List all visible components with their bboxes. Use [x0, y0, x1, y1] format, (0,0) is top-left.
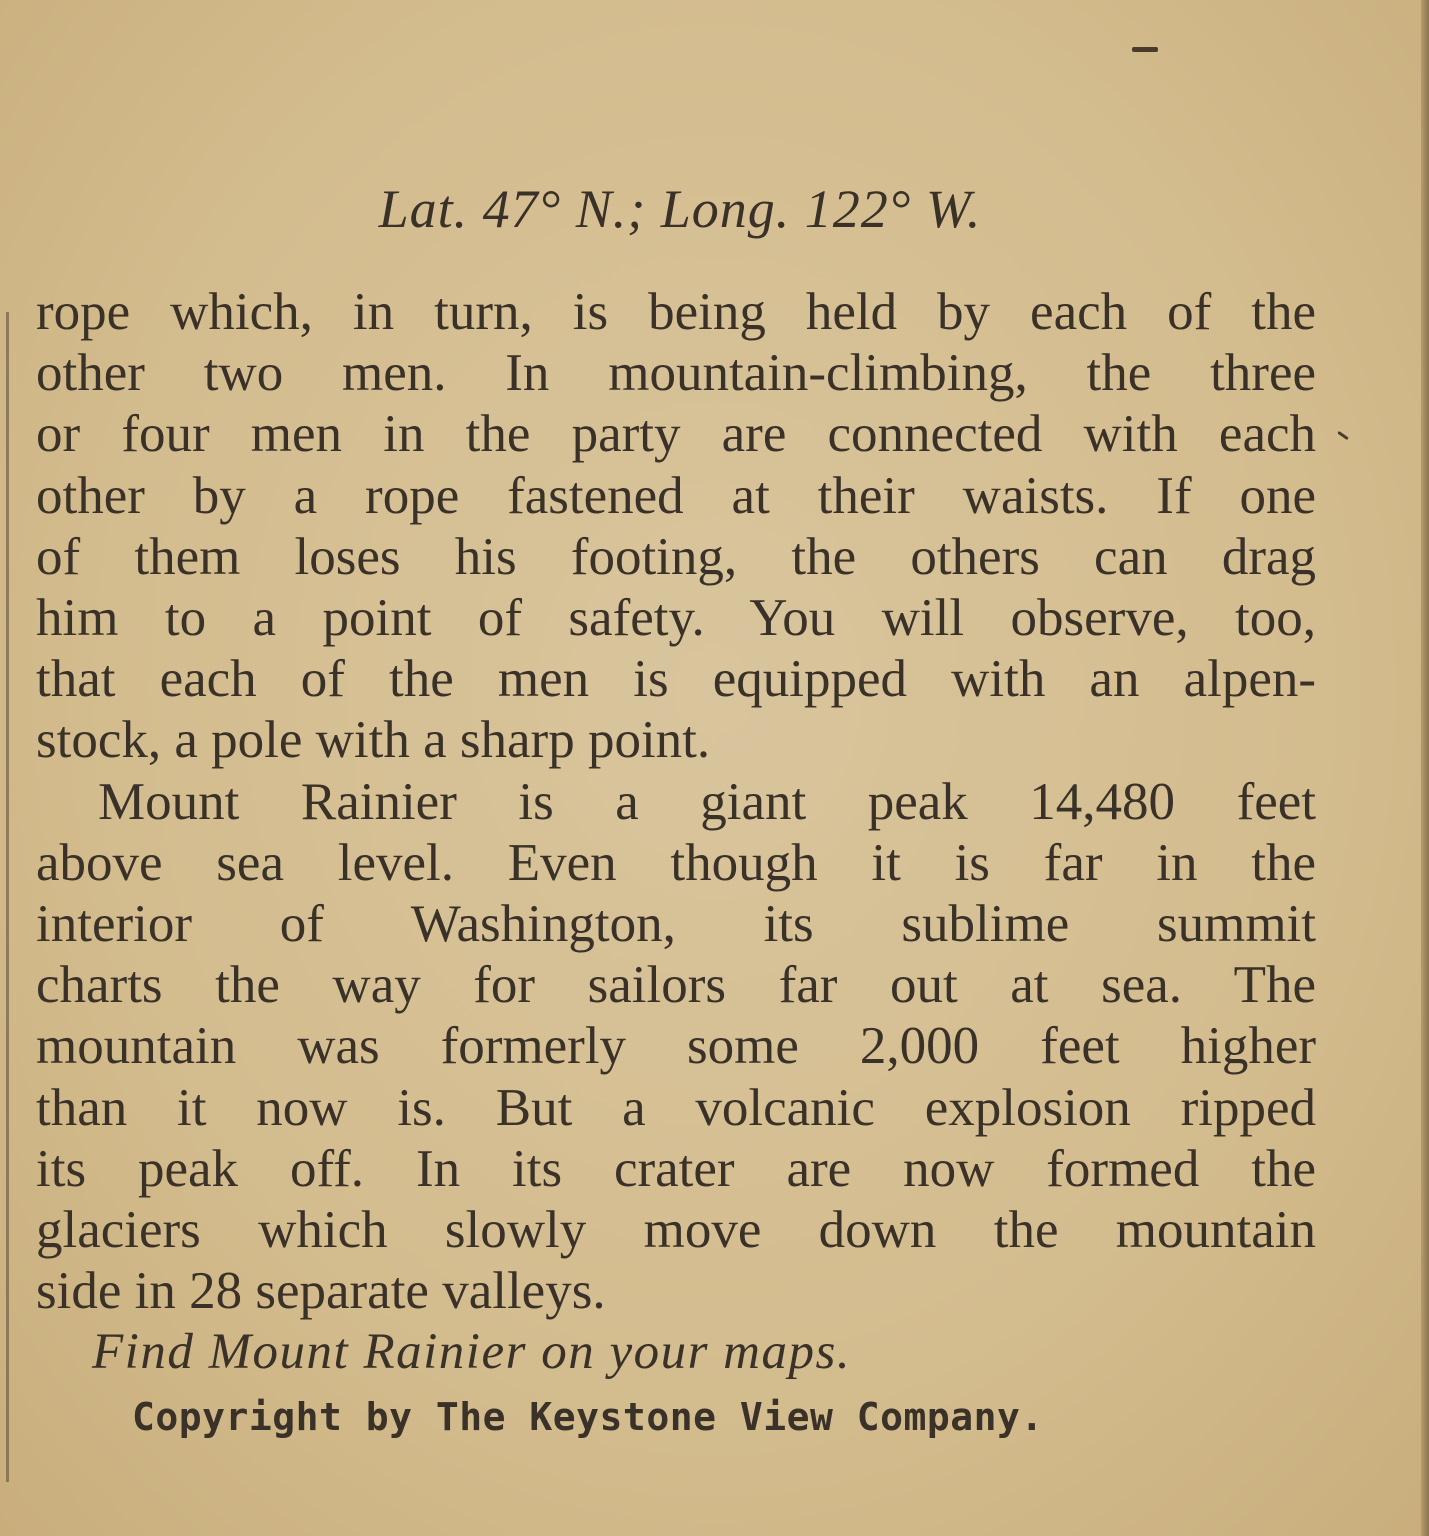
text-line: above sea level. Even though it is far in the: [36, 833, 1316, 892]
text-line: that each of the men is equipped with an alpen-: [36, 650, 1316, 709]
card-edge-shadow: [1421, 0, 1429, 1536]
text-line: Mount Rainier is a giant peak 14,480 feet: [98, 772, 1316, 831]
text-line: mountain was formerly some 2,000 feet higher: [36, 1017, 1316, 1076]
text-line: him to a point of safety. You will observe, too,: [36, 589, 1316, 648]
text-line: glaciers which slowly move down the mountain: [36, 1201, 1316, 1260]
text-line: of them loses his footing, the others can drag: [36, 527, 1316, 586]
left-margin-rule: [6, 312, 9, 1482]
coordinates-heading: Lat. 47° N.; Long. 122° W.: [378, 179, 982, 239]
ink-speck: [1132, 47, 1158, 52]
text-line: its peak off. In its crater are now formed the: [36, 1139, 1316, 1198]
ink-speck: [1337, 431, 1349, 440]
text-line: than it now is. But a volcanic explosion ripped: [36, 1078, 1316, 1137]
text-line: side in 28 separate valleys.: [36, 1262, 606, 1321]
text-line: charts the way for sailors far out at sea. The: [36, 956, 1316, 1015]
description-text: [36, 282, 1316, 1322]
text-line: or four men in the party are connected with each: [36, 405, 1316, 464]
text-line: other by a rope fastened at their waists. If one: [36, 466, 1316, 525]
copyright-notice: Copyright by The Keystone View Company.: [132, 1395, 1044, 1439]
text-line: rope which, in turn, is being held by each of the: [36, 283, 1316, 341]
map-instruction: Find Mount Rainier on your maps.: [92, 1324, 852, 1380]
text-line: interior of Washington, its sublime summit: [36, 895, 1316, 954]
text-line: stock, a pole with a sharp point.: [36, 711, 711, 770]
text-line: other two men. In mountain-climbing, the three: [36, 344, 1316, 403]
